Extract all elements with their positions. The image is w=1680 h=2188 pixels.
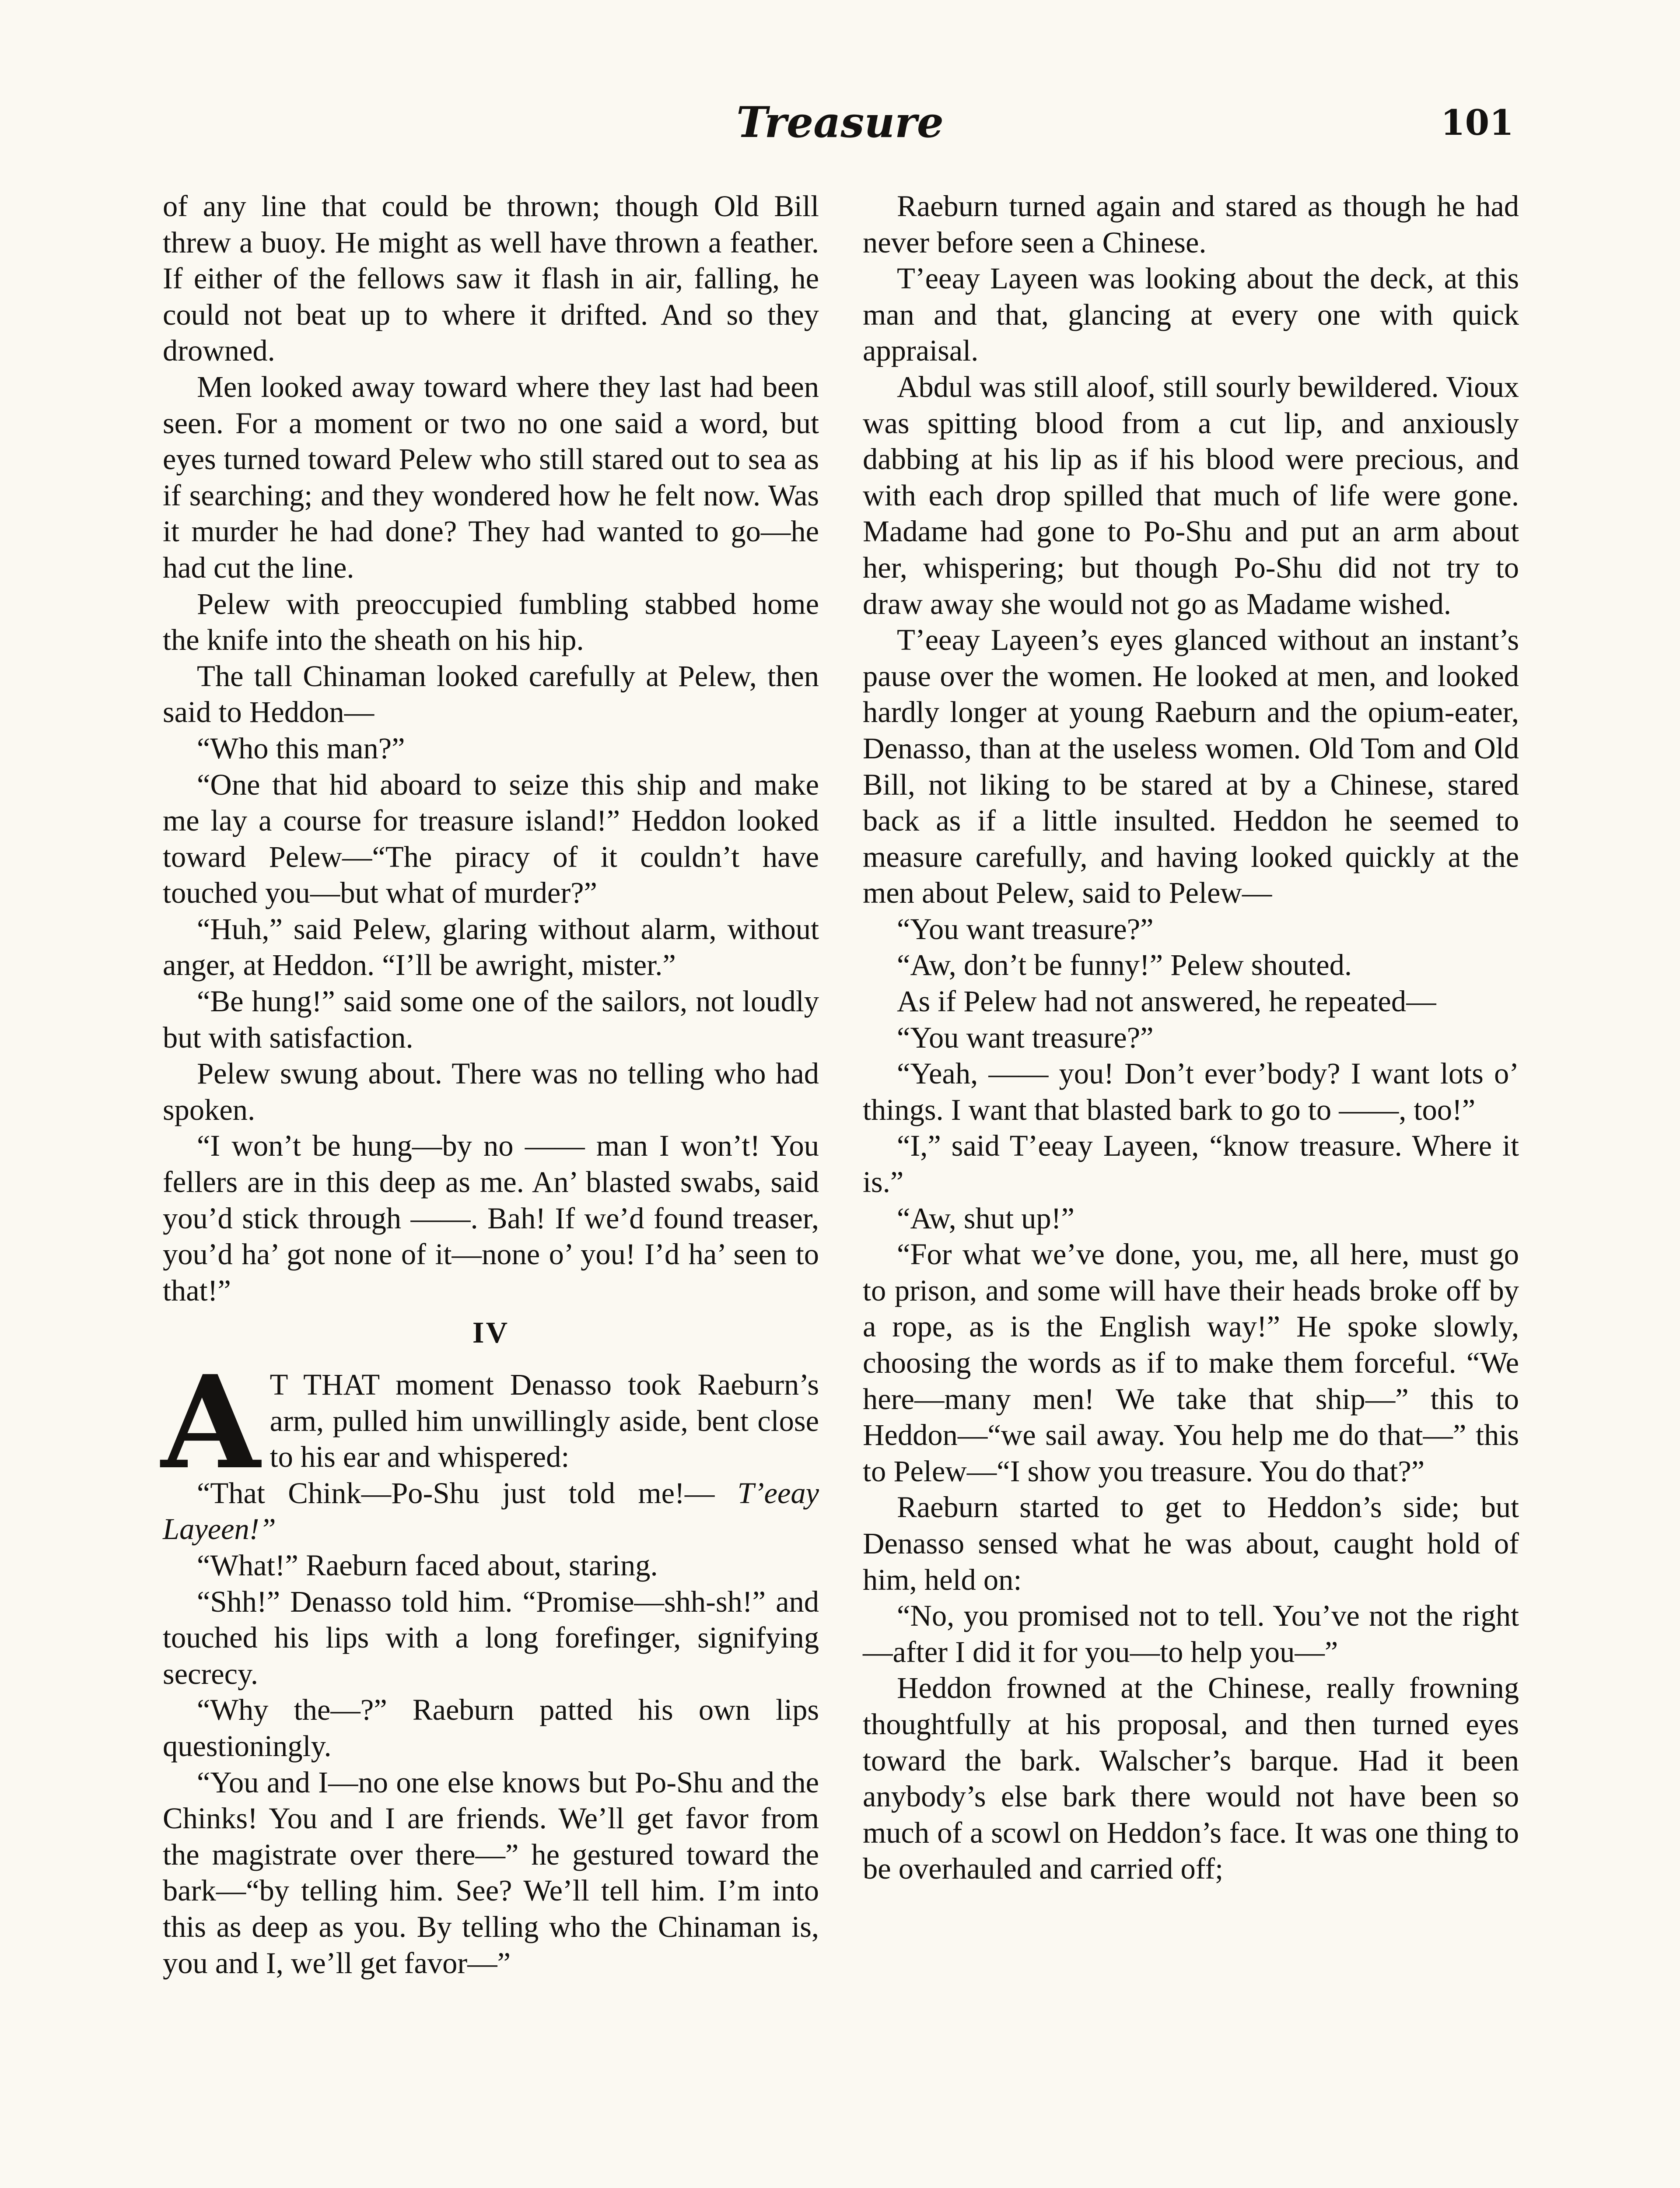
paragraph [163,1475,819,1547]
left-column [163,188,819,1981]
paragraph: “Aw, shut up!” [897,1201,1074,1235]
drop-cap-letter: A [161,1347,260,1497]
paragraph: of any line that could be thrown; though Old Bill threw a buoy. He might as well have thrown a feather. If either of the fellows saw it flash in air, falling, he could not beat up to where it drifted. And so they drowned. [163,189,819,368]
page-number: 101 [1441,102,1514,143]
paragraph: Pelew swung about. There was no telling who had spoken. [163,1057,819,1126]
paragraph: “You and I—no one else knows but Po-Shu and the Chinks! You and I are friends. We’ll get favor from the magistrate over there—” he gestured toward the bark—“by telling him. See? We’ll tell him. I’m into this as deep as you. By telling who the Chinaman is, you and I, we’ll get favor—” [163,1765,819,1980]
paragraph: “I,” said T’eeay Layeen, “know treasure. Where it is.” [863,1129,1519,1199]
paragraph: Pelew with preoccupied fumbling stabbed home the knife into the sheath on his hip. [163,587,819,657]
paragraph: Heddon frowned at the Chinese, really frowning thoughtfully at his proposal, and then turned eyes toward the bark. Walscher’s barque. Had it been anybody’s else bark there would not have been so much of a scowl on Heddon’s face. It was one thing to be overhauled and carried off; [863,1671,1519,1886]
paragraph: “For what we’ve done, you, me, all here, must go to prison, and some will have their heads broke off by a rope, as is the English way!” He spoke slowly, choosing the words as if to make them forceful. “We here—many men! We take that ship—” this to Heddon—“we sail away. You help me do that—” this to Pelew—“I show you treasure. You do that?” [863,1238,1519,1488]
dropcap-paragraph-text: T THAT moment Denasso took Raeburn’s arm, pulled him unwillingly aside, bent close to his ear and whispered: [270,1368,819,1474]
paragraph: Raeburn started to get to Heddon’s side; but Denasso sensed what he was about, caught hold of him, held on: [863,1490,1519,1596]
paragraph: “No, you promised not to tell. You’ve not the right—after I did it for you—to help you—” [863,1599,1519,1669]
paragraph: As if Pelew had not answered, he repeated— [897,985,1436,1018]
paragraph: “Yeah, —— you! Don’t ever’body? I want lots o’ things. I want that blasted bark to go to ——, too!” [863,1057,1519,1126]
italic-name: T’eeay Layeen!” [163,1476,819,1546]
paragraph: T’eeay Layeen was looking about the deck, at this man and that, glancing at every one with quick appraisal. [863,262,1519,368]
paragraph: Raeburn turned again and stared as though he had never before seen a Chinese. [863,189,1519,259]
paragraph: “Huh,” said Pelew, glaring without alarm, without anger, at Heddon. “I’ll be awright, mister.” [163,912,819,982]
paragraph: “You want treasure?” [897,912,1154,946]
paragraph: “Who this man?” [197,731,405,765]
paragraph: “What!” Raeburn faced about, staring. [197,1548,658,1582]
paragraph: “One that hid aboard to seize this ship and make me lay a course for treasure island!” Heddon looked toward Pelew—“The piracy of it couldn’t have touched you—but what of murder?” [163,768,819,910]
paragraph: “Aw, don’t be funny!” Pelew shouted. [897,948,1352,982]
section-heading: IV [472,1316,510,1350]
paragraph: Men looked away toward where they last had been seen. For a moment or two no one said a word, but eyes turned toward Pelew who still stared out to sea as if searching; and they wondered how he felt now. Was it murder he had done? They had wanted to go—he had cut the line. [163,370,819,584]
paragraph: “Why the—?” Raeburn patted his own lips questioningly. [163,1693,819,1763]
right-column [863,188,1519,1887]
paragraph: The tall Chinaman looked carefully at Pelew, then said to Heddon— [163,659,819,729]
paragraph: Abdul was still aloof, still sourly bewildered. Vioux was spitting blood from a cut lip, and anxiously dabbing at his lip as if his blood were precious, and with each drop spilled that much of life were gone. Madame had gone to Po-Shu and put an arm about her, whispering; but though Po-Shu did not try to draw away she would not go as Madame wished. [863,370,1519,621]
paragraph: “Be hung!” said some one of the sailors, not loudly but with satisfaction. [163,985,819,1054]
running-head [166,92,1514,158]
paragraph: “Shh!” Denasso told him. “Promise—shh-sh!” and touched his lips with a long forefinger, signifying secrecy. [163,1585,819,1690]
paragraph: “I won’t be hung—by no —— man I won’t! You fellers are in this deep as me. An’ blasted swabs, said you’d stick through ——. Bah! If we’d found treaser, you’d ha’ got none of it—none o’ you! I’d ha’ seen to that!” [163,1129,819,1307]
paragraph-text: “That Chink—Po-Shu just told me!— [197,1476,715,1510]
page-title: Treasure [736,98,944,147]
paragraph: T’eeay Layeen’s eyes glanced without an instant’s pause over the women. He looked at men, and looked hardly longer at young Raeburn and the opium-eater, Denasso, than at the useless women. Old Tom and Old Bill, not liking to be stared at by a Chinese, stared back as if a little insulted. Heddon he seemed to measure carefully, and having looked quickly at the men about Pelew, said to Pelew— [863,623,1519,910]
paragraph: “You want treasure?” [897,1020,1154,1054]
